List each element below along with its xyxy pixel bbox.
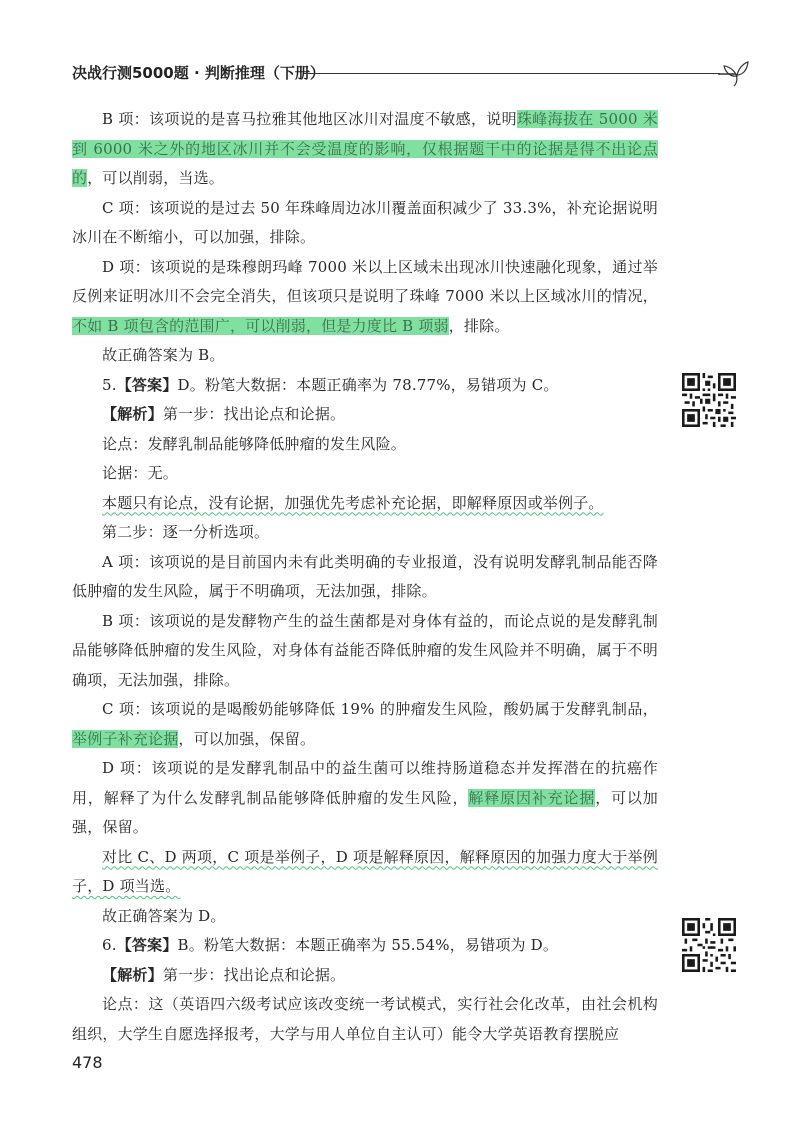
sprout-icon [716,56,750,88]
page-number: 478 [72,1053,103,1072]
paragraph-option-b: B 项：该项说的是发酵物产生的益生菌都是对身体有益的，而论点说的是发酵乳制品能够降低肿瘤的发生风险，对身体有益能否降低肿瘤的发生风险并不明确，属于不明确项，无法加强，排除。 [72,611,658,689]
paragraph-option-c: C 项：该项说的是过去 50 年珠峰周边冰川覆盖面积减少了 33.3%，补充论据说明冰川在不断缩小，可以加强，排除。 [72,198,658,246]
highlight-text: 不如 B 项包含的范围广，可以削弱，但是力度比 B 项弱 [72,316,449,335]
answer-explanations [72,105,658,1049]
correct-answer-line: 故正确答案为 B。 [102,346,225,364]
comparison-line [72,843,658,902]
wavy-underline-text: 本题只有论点，没有论据，加强优先考虑补充论据，即解释原因或举例子。 [102,493,604,512]
argument-thesis: 论点：发酵乳制品能够降低肿瘤的发生风险。 [102,434,407,453]
correct-answer-line: 故正确答案为 D。 [102,906,226,925]
question-5-answer: 5.【答案】D。粉笔大数据：本题正确率为 78.77%，易错项为 C。 [102,375,559,394]
paragraph-option-b: B 项：该项说的是喜马拉雅其他地区冰川对温度不敏感，说明珠峰海拔在 5000 米到 6000 米之外的地区冰川并不会受温度的影响，仅根据题干中的论据是得不出论点的，可以削弱，当选。 [72,110,658,187]
paragraph-option-c: C 项：该项说的是喝酸奶能够降低 19% 的肿瘤发生风险，酸奶属于发酵乳制品，举例子补充论据，可以加强，保留。 [72,700,658,748]
analysis-label: 【解析】 [102,405,163,423]
highlight-text: 解释原因补充论据 [468,788,596,807]
paragraph-option-a: A 项：该项说的是目前国内未有此类明确的专业报道，没有说明发酵乳制品能否降低肿瘤的发生风险，属于不明确项，无法加强，排除。 [72,552,658,600]
step-two: 第二步：逐一分析选项。 [102,523,270,541]
analysis-line: 【解析】第一步：找出论点和论据。 [102,965,346,984]
qr-code-icon [682,918,736,972]
highlight-text: 举例子补充论据 [72,729,179,748]
answer-label: 【答案】 [116,375,178,394]
paragraph-option-d: D 项：该项说的是珠穆朗玛峰 7000 米以上区域未出现冰川快速融化现象，通过举反例来证明冰川不会完全消失，但该项只是说明了珠峰 7000 米以上区域冰川的情况，不如 B 项包含的范围广，可以削弱，但是力度比 B 项弱，排除。 [72,257,658,335]
book-title: 决战行测5000题 · 判断推理（下册） [72,64,325,82]
running-header [72,56,750,96]
qr-code-icon [682,373,736,427]
argument-thesis: 论点：这（英语四六级考试应该改变统一考试模式，实行社会化改革，由社会机构组织，大学生自愿选择报考，大学与用人单位自主认可）能令大学英语教育摆脱应 [72,995,658,1043]
wavy-underline-text: 对比 C、D 两项，C 项是举例子，D 项是解释原因，解释原因的加强力度大于举例子，D 项当选。 [72,847,658,895]
answer-label: 【答案】 [116,936,178,954]
header-rule [304,73,720,74]
analysis-line: 【解析】第一步：找出论点和论据。 [102,405,346,423]
highlight-text: 珠峰海拔在 5000 米到 6000 米之外的地区冰川并不会受温度的影响，仅根据题干中的论据是得不出论点的 [72,110,658,187]
argument-evidence: 论据：无。 [102,464,179,482]
key-note [72,489,658,519]
question-6-answer: 6.【答案】B。粉笔大数据：本题正确率为 55.54%，易错项为 D。 [102,936,559,954]
analysis-label: 【解析】 [102,965,163,984]
paragraph-option-d: D 项：该项说的是发酵乳制品中的益生菌可以维持肠道稳态并发挥潜在的抗癌作用，解释了为什么发酵乳制品能够降低肿瘤的发生风险，解释原因补充论据，可以加强，保留。 [72,759,658,836]
